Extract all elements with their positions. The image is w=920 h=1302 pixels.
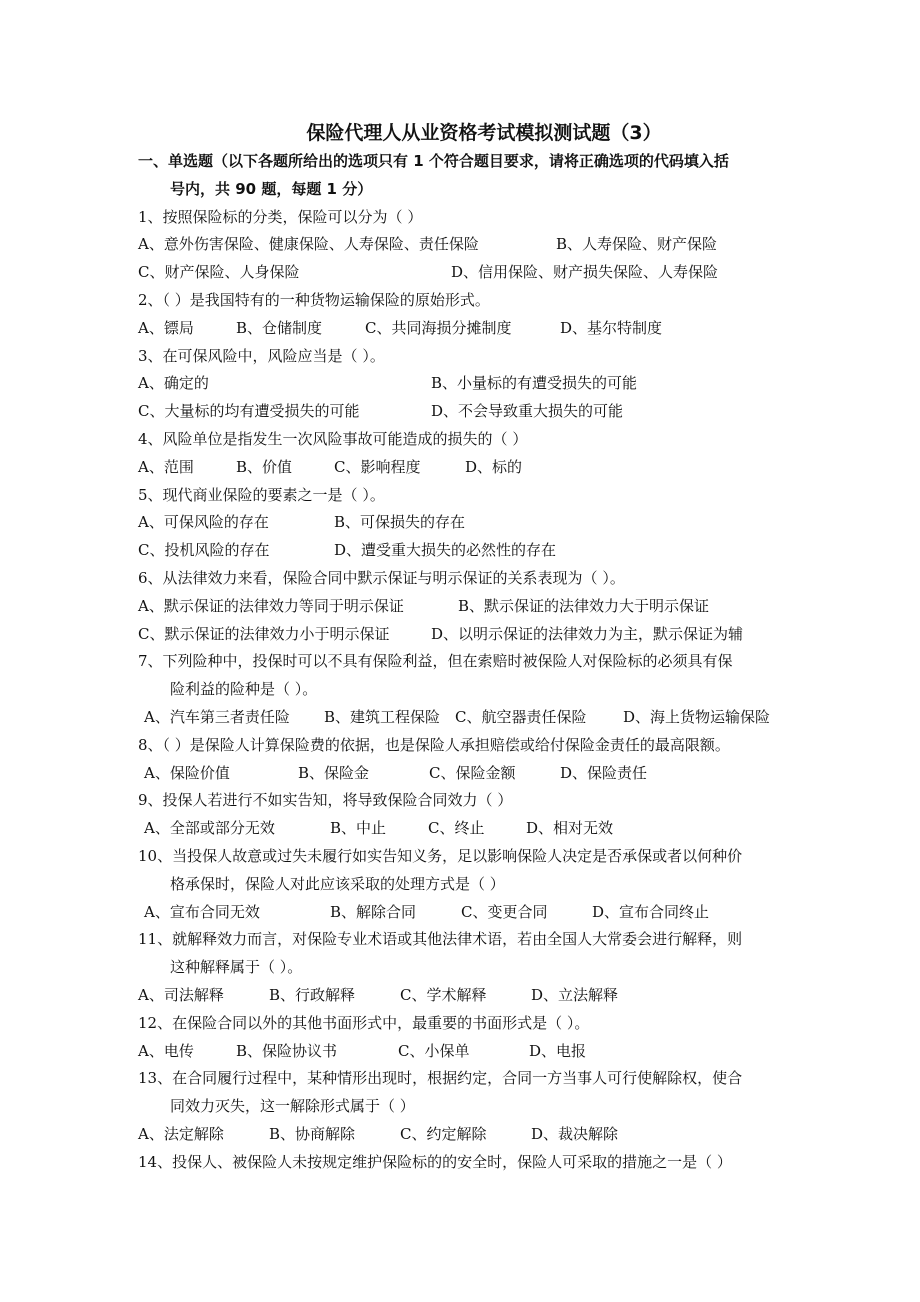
options-row: [138, 621, 800, 649]
question-stem-continued: 险利益的险种是（ ）。: [170, 680, 318, 699]
option-c: C、航空器责任保险: [455, 707, 587, 726]
options-row: [138, 537, 800, 565]
question-2: [138, 287, 800, 343]
option-c: C、小保单: [398, 1041, 470, 1060]
question-6: [138, 565, 800, 648]
options-row: [138, 370, 800, 398]
option-d: D、裁决解除: [531, 1124, 619, 1143]
options-row: [138, 315, 800, 343]
question-4: [138, 426, 800, 482]
option-c: C、变更合同: [461, 902, 548, 921]
question-stem: 4、风险单位是指发生一次风险事故可能造成的损失的（ ）: [138, 429, 528, 448]
option-d: D、宣布合同终止: [592, 902, 710, 921]
option-c: C、保险金额: [429, 763, 516, 782]
options-row: [138, 704, 800, 732]
options-row: [138, 454, 800, 482]
option-c: C、财产保险、人身保险: [138, 263, 300, 282]
options-row: [138, 231, 800, 259]
question-stem: 8、（ ）是保险人计算保险费的依据，也是保险人承担赔偿或给付保险金责任的最高限额。: [138, 735, 730, 754]
option-b: B、协商解除: [269, 1124, 356, 1143]
option-d: D、以明示保证的法律效力为主，默示保证为辅: [431, 624, 744, 643]
option-a: A、电传: [138, 1041, 194, 1060]
option-b: B、可保损失的存在: [334, 513, 466, 532]
option-a: A、确定的: [138, 374, 209, 393]
options-row: [138, 398, 800, 426]
option-d: D、基尔特制度: [560, 318, 663, 337]
option-a: A、可保风险的存在: [138, 513, 269, 532]
question-stem: 2、（ ）是我国特有的一种货物运输保险的原始形式。: [138, 290, 490, 309]
option-d: D、电报: [529, 1041, 587, 1060]
option-a: A、默示保证的法律效力等同于明示保证: [138, 596, 404, 615]
question-13: [138, 1065, 800, 1148]
option-a: A、司法解释: [138, 985, 224, 1004]
question-stem-continued: 这种解释属于（ ）。: [170, 958, 303, 977]
option-c: C、终止: [428, 819, 485, 838]
question-10: [138, 843, 800, 926]
option-a: A、意外伤害保险、健康保险、人寿保险、责任保险: [138, 235, 479, 254]
option-c: C、约定解除: [400, 1124, 487, 1143]
option-a: A、镖局: [138, 318, 194, 337]
option-d: D、保险责任: [560, 763, 648, 782]
options-row: [138, 593, 800, 621]
option-d: D、相对无效: [526, 819, 614, 838]
question-7: [138, 648, 800, 731]
options-row: [138, 982, 800, 1010]
option-c: C、默示保证的法律效力小于明示保证: [138, 624, 390, 643]
option-b: B、中止: [330, 819, 387, 838]
option-a: A、保险价值: [144, 763, 230, 782]
question-stem: 1、按照保险标的分类，保险可以分为（ ）: [138, 207, 423, 226]
question-8: [138, 732, 800, 788]
document-title: 保险代理人从业资格考试模拟测试题（3）: [306, 122, 662, 144]
option-c: C、大量标的均有遭受损失的可能: [138, 402, 360, 421]
option-a: A、汽车第三者责任险: [144, 707, 290, 726]
option-b: B、人寿保险、财产保险: [556, 235, 718, 254]
option-d: D、标的: [465, 457, 523, 476]
question-stem: 3、在可保风险中，风险应当是（ ）。: [138, 346, 385, 365]
option-b: B、仓储制度: [236, 318, 323, 337]
option-d: D、立法解释: [531, 985, 619, 1004]
question-stem: 9、投保人若进行不如实告知，将导致保险合同效力（ ）: [138, 791, 513, 810]
option-b: B、小量标的有遭受损失的可能: [431, 374, 638, 393]
option-b: B、解除合同: [330, 902, 417, 921]
options-row: [138, 899, 800, 927]
question-11: [138, 926, 800, 1009]
question-9: [138, 787, 800, 843]
option-a: A、宣布合同无效: [144, 902, 260, 921]
options-row: [138, 259, 800, 287]
question-stem-continued: 同效力灭失，这一解除形式属于（ ）: [170, 1097, 415, 1116]
question-stem: 7、下列险种中，投保时可以不具有保险利益，但在索赔时被保险人对保险标的必须具有保: [138, 652, 733, 671]
question-stem: 10、当投保人故意或过失未履行如实告知义务，足以影响保险人决定是否承保或者以何种价: [138, 846, 743, 865]
option-c: C、影响程度: [334, 457, 421, 476]
question-stem: 6、从法律效力来看，保险合同中默示保证与明示保证的关系表现为（ ）。: [138, 568, 625, 587]
question-1: [138, 204, 800, 287]
option-a: A、全部或部分无效: [144, 819, 275, 838]
question-5: [138, 482, 800, 565]
options-row: [138, 815, 800, 843]
option-b: B、价值: [236, 457, 293, 476]
option-a: A、范围: [138, 457, 194, 476]
option-a: A、法定解除: [138, 1124, 224, 1143]
option-c: C、学术解释: [400, 985, 487, 1004]
option-b: B、保险协议书: [236, 1041, 338, 1060]
section-heading-line-2: 号内，共 90 题，每题 1 分）: [170, 179, 373, 198]
option-b: B、保险金: [298, 763, 370, 782]
question-stem: 12、在保险合同以外的其他书面形式中，最重要的书面形式是（ ）。: [138, 1013, 590, 1032]
question-3: [138, 343, 800, 426]
question-stem: 5、现代商业保险的要素之一是（ ）。: [138, 485, 385, 504]
option-d: D、海上货物运输保险: [623, 707, 771, 726]
options-row: [138, 1121, 800, 1149]
question-stem: 14、投保人、被保险人未按规定维护保险标的的安全时，保险人可采取的措施之一是（ ）: [138, 1152, 732, 1171]
option-b: B、行政解释: [269, 985, 356, 1004]
question-stem: 13、在合同履行过程中，某种情形出现时，根据约定，合同一方当事人可行使解除权，使合: [138, 1069, 743, 1088]
option-b: B、默示保证的法律效力大于明示保证: [458, 596, 710, 615]
question-12: [138, 1010, 800, 1066]
option-d: D、不会导致重大损失的可能: [431, 402, 624, 421]
option-d: D、信用保险、财产损失保险、人寿保险: [451, 263, 719, 282]
option-b: B、建筑工程保险: [324, 707, 441, 726]
option-c: C、投机风险的存在: [138, 541, 270, 560]
options-row: [138, 760, 800, 788]
options-row: [138, 509, 800, 537]
option-c: C、共同海损分摊制度: [365, 318, 512, 337]
question-14: [138, 1149, 800, 1177]
question-stem-continued: 格承保时，保险人对此应该采取的处理方式是（ ）: [170, 874, 505, 893]
section-heading-line-1: 一、单选题（以下各题所给出的选项只有 1 个符合题目要求，请将正确选项的代码填入括: [138, 152, 729, 170]
options-row: [138, 1038, 800, 1066]
question-stem: 11、就解释效力而言，对保险专业术语或其他法律术语，若由全国人大常委会进行解释，则: [138, 930, 743, 949]
option-d: D、遭受重大损失的必然性的存在: [334, 541, 557, 560]
